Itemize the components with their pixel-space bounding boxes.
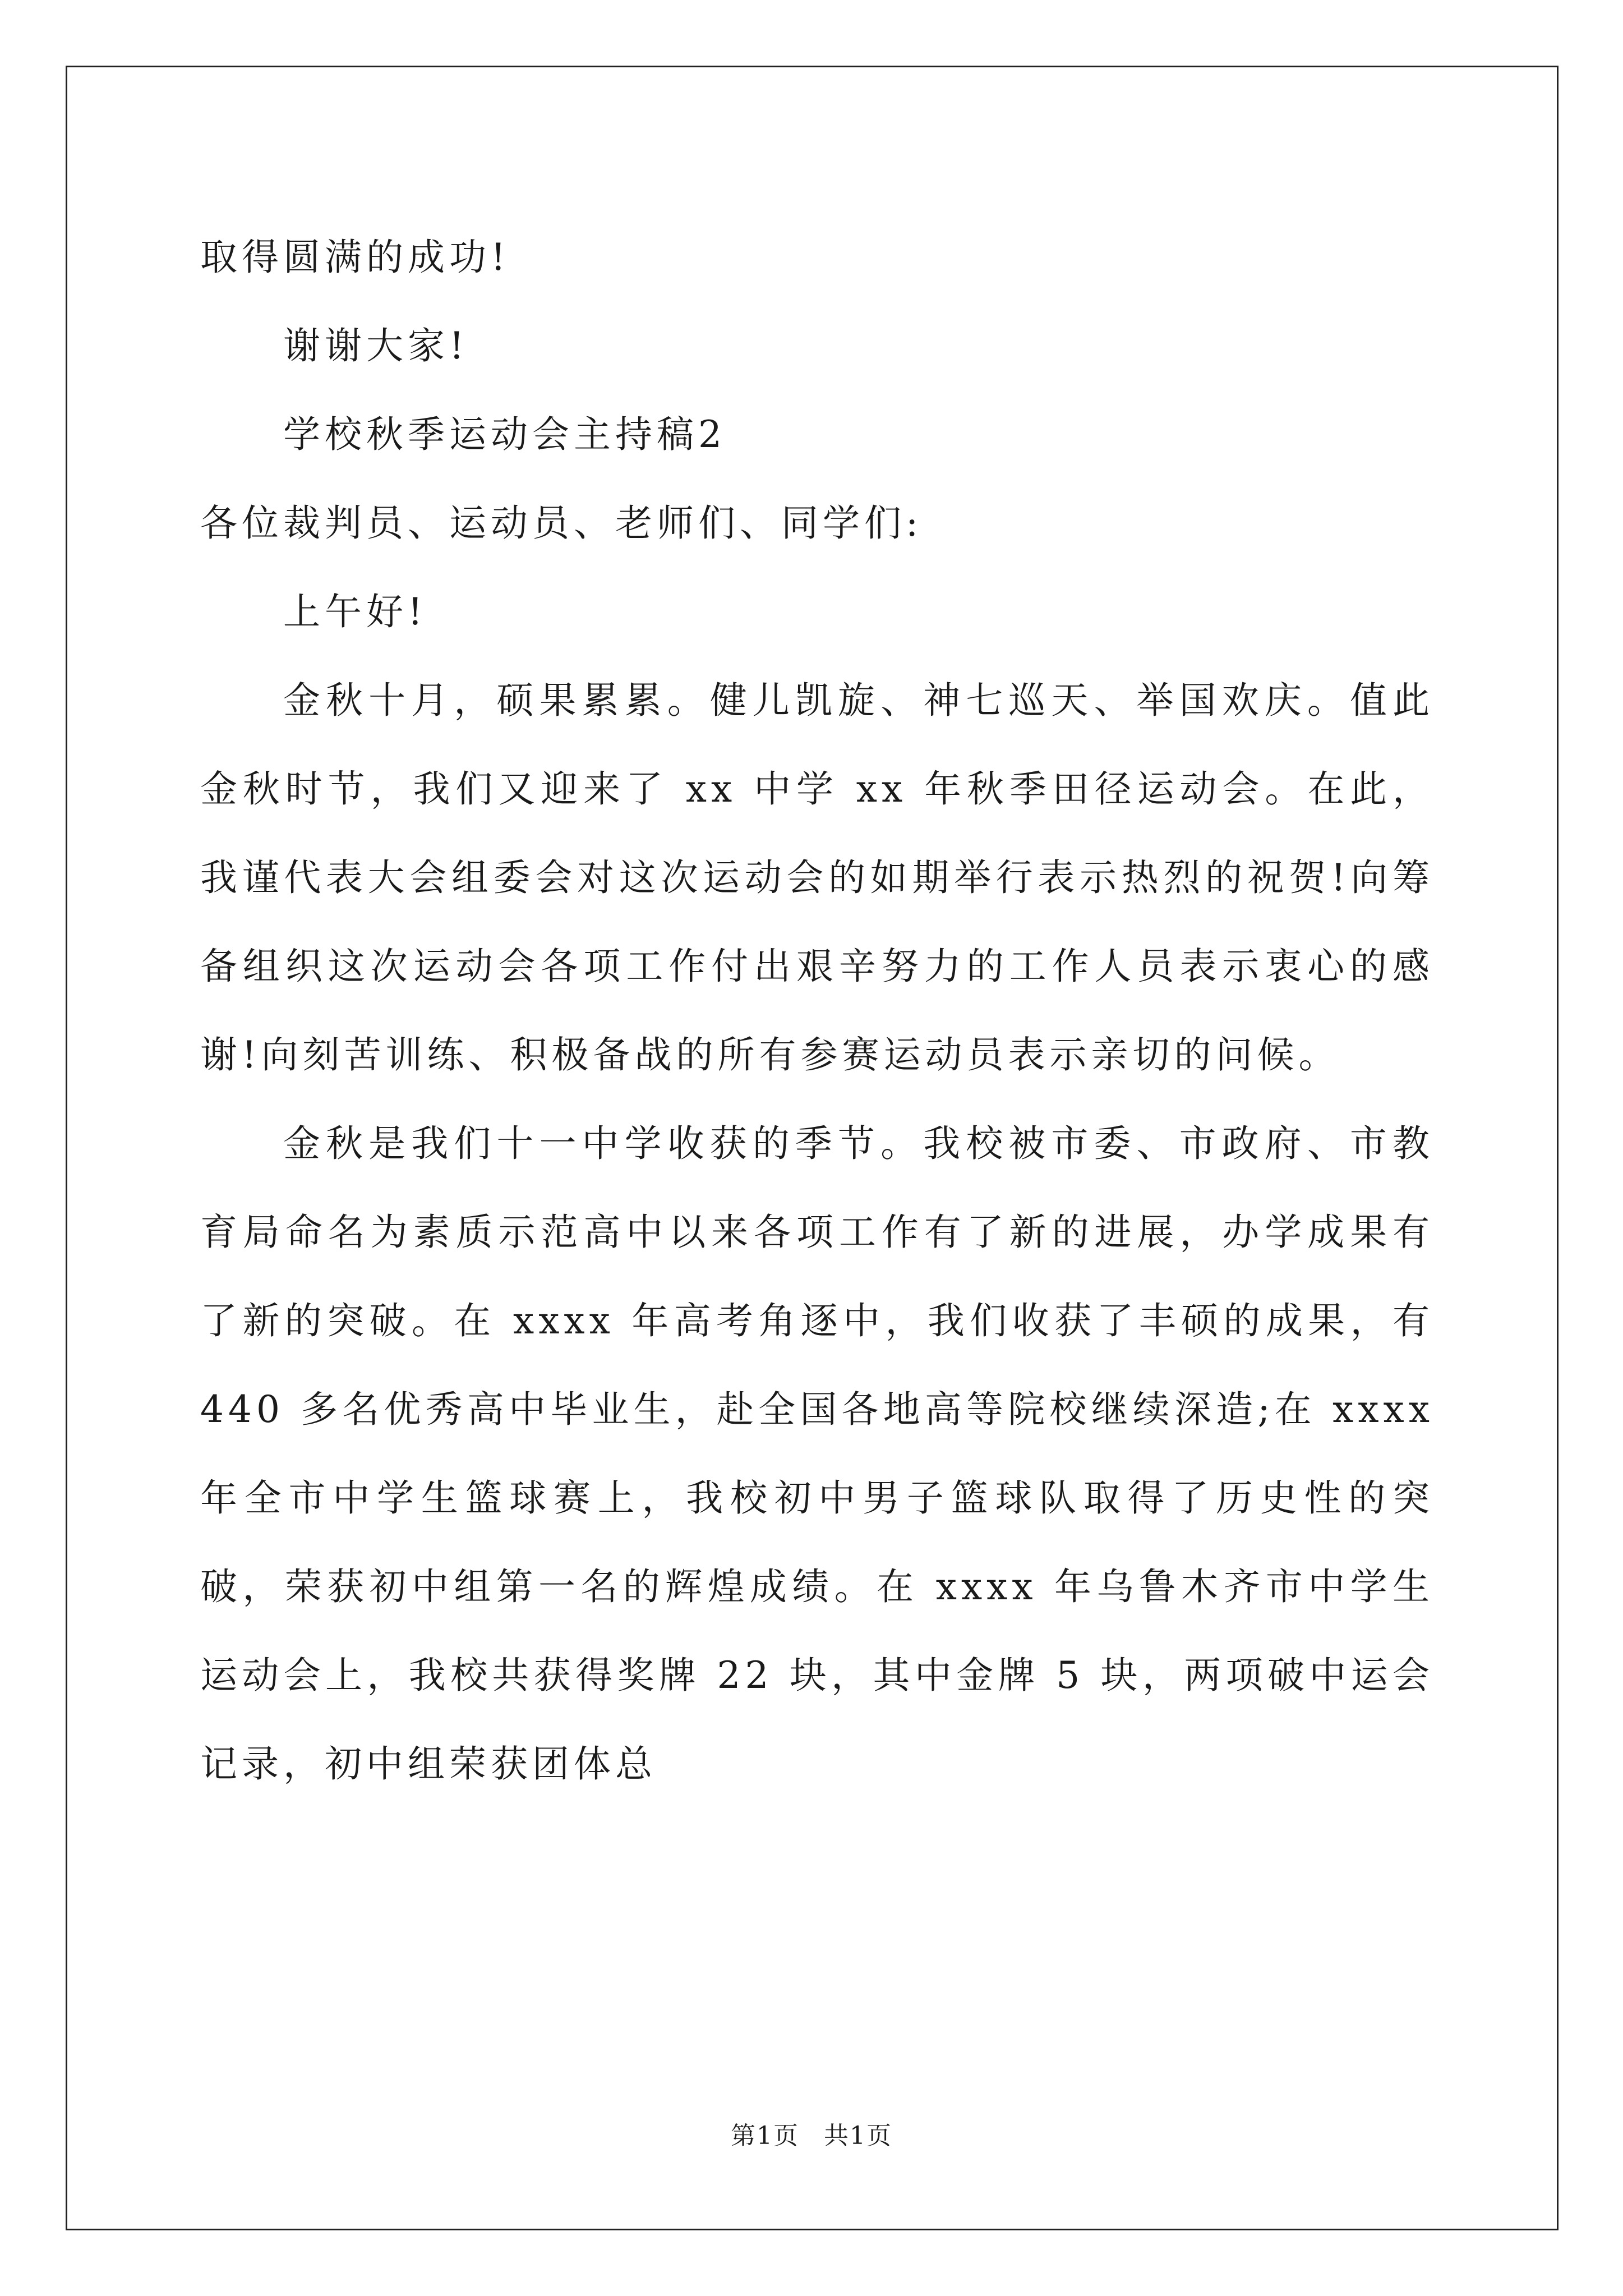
section-title: 学校秋季运动会主持稿2 [283,413,726,456]
page-number: 第1页 [731,2122,799,2150]
page-footer [0,2119,1623,2153]
page-total: 共1页 [824,2122,892,2150]
paragraph-salutation: 各位裁判员、运动员、老师们、同学们: [200,501,923,545]
paragraph-greeting: 上午好! [283,590,427,633]
paragraph-opening-remarks: 金秋十月，硕果累累。健儿凯旋、神七巡天、举国欢庆。值此金秋时节，我们又迎来了 xx 中学 xx 年秋季田径运动会。在此，我谨代表大会组委会对这次运动会的如期举行表示热烈的祝贺!向筹备组织这次运动会各项工作付出艰辛努力的工作人员表示衷心的感谢!向刻苦训练、积极备战的所有参赛运动员表示亲切的问候。 [200,679,1434,1076]
paragraph-achievements: 金秋是我们十一中学收获的季节。我校被市委、市政府、市教育局命名为素质示范高中以来各项工作有了新的进展，办学成果有了新的突破。在 xxxx 年高考角逐中，我们收获了丰硕的成果，有 440 多名优秀高中毕业生，赴全国各地高等院校继续深造;在 xxxx 年全市中学生篮球赛上，我校初中男子篮球队取得了历史性的突破，荣获初中组第一名的辉煌成绩。在 xxxx 年乌鲁木齐市中学生运动会上，我校共获得奖牌 22 块，其中金牌 5 块，两项破中运会记录，初中组荣获团体总 [200,1122,1434,1786]
document-body [200,213,1434,1809]
paragraph-closing-line: 取得圆满的成功! [200,236,510,279]
paragraph-thanks: 谢谢大家! [283,324,469,367]
